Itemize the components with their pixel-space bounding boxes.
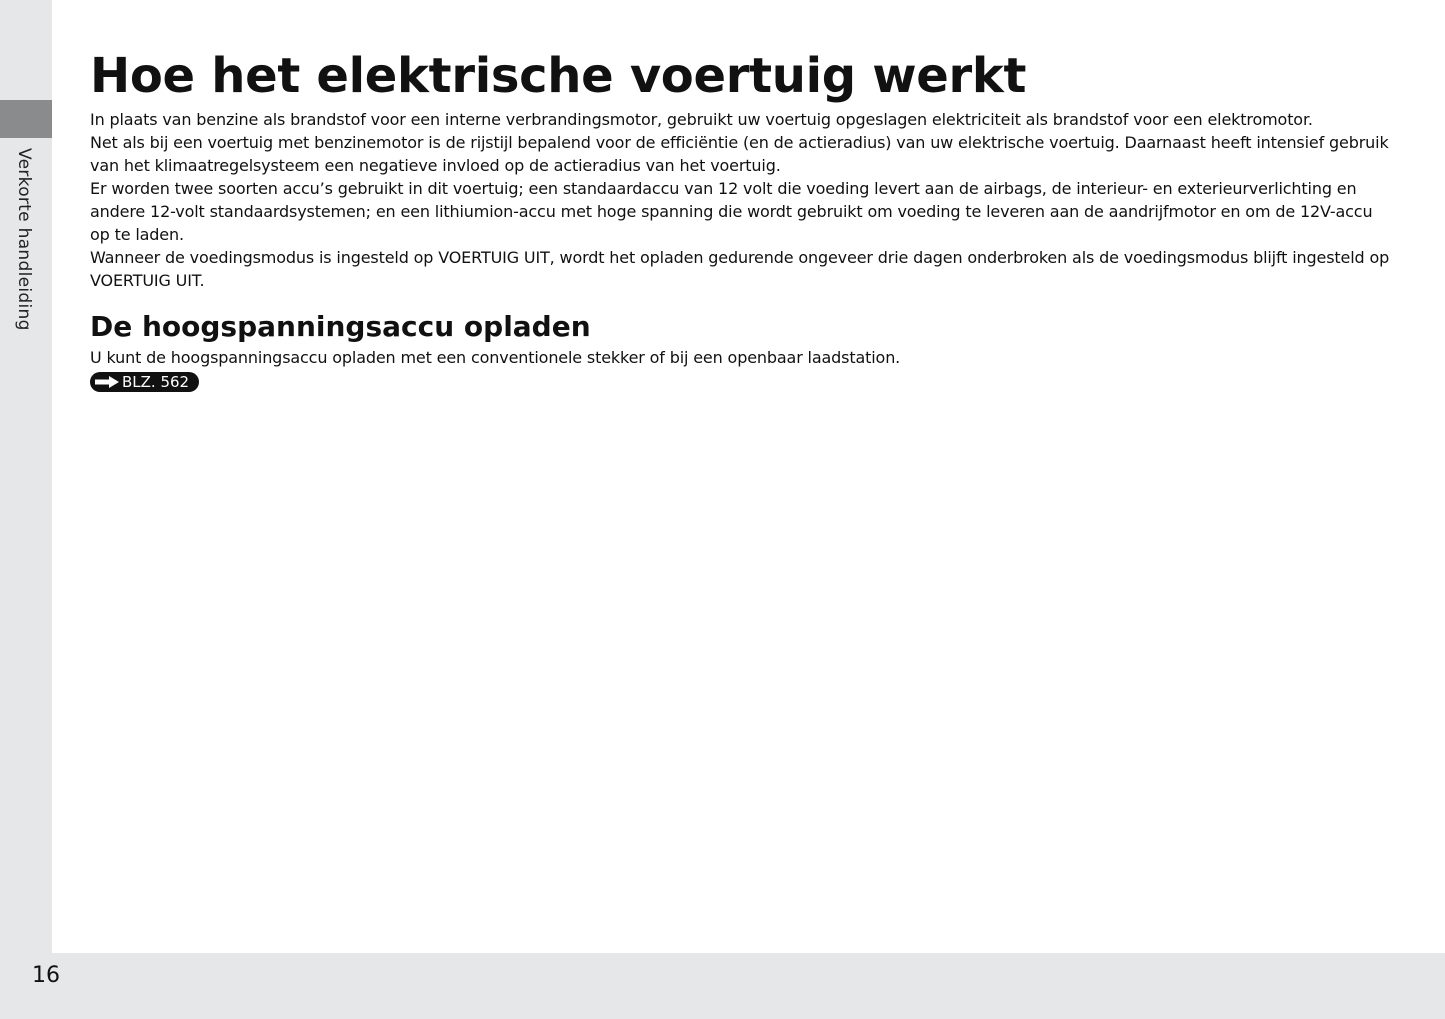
page-content bbox=[90, 44, 1390, 393]
battery-types-paragraph: Er worden twee soorten accu’s gebruikt in dit voertuig; een standaardaccu van 12 volt die voeding levert aan de airbags, de interieur- en exterieurverlichting en andere 12-volt standaardsystemen; en een lithiumion-accu met hoge spanning die wordt gebruikt om voeding te leveren aan de aandrijfmotor en om de 12V-accu op te laden. bbox=[90, 179, 1373, 244]
sidebar-tab-marker bbox=[0, 100, 52, 138]
section-text: U kunt de hoogspanningsaccu opladen met een conventionele stekker of bij een openbaar laadstation. bbox=[90, 348, 901, 367]
arrow-right-icon bbox=[94, 375, 120, 389]
power-mode-paragraph: Wanneer de voedingsmodus is ingesteld op VOERTUIG UIT, wordt het opladen gedurende ongeveer drie dagen onderbroken als de voedingsmodus blijft ingesteld op VOERTUIG UIT. bbox=[90, 248, 1390, 290]
intro-paragraph: In plaats van benzine als brandstof voor een interne verbrandingsmotor, gebruikt uw voertuig opgeslagen elektriciteit als brandstof voor een elektromotor. bbox=[90, 110, 1313, 129]
page-reference-link[interactable] bbox=[90, 372, 199, 392]
section-title: De hoogspanningsaccu opladen bbox=[90, 310, 591, 343]
page-reference-label: BLZ. 562 bbox=[122, 373, 190, 391]
driving-style-paragraph: Net als bij een voertuig met benzinemotor is de rijstijl bepalend voor de efficiëntie (en de actieradius) van uw elektrische voertuig. Daarnaast heeft intensief gebruik van het klimaatregelsysteem een negatieve invloed op de actieradius van het voertuig. bbox=[90, 133, 1389, 175]
page-number: 16 bbox=[32, 963, 60, 988]
footer-band bbox=[0, 953, 1445, 1019]
sidebar-section-label: Verkorte handleiding bbox=[14, 148, 34, 331]
page-title: Hoe het elektrische voertuig werkt bbox=[90, 48, 1027, 104]
